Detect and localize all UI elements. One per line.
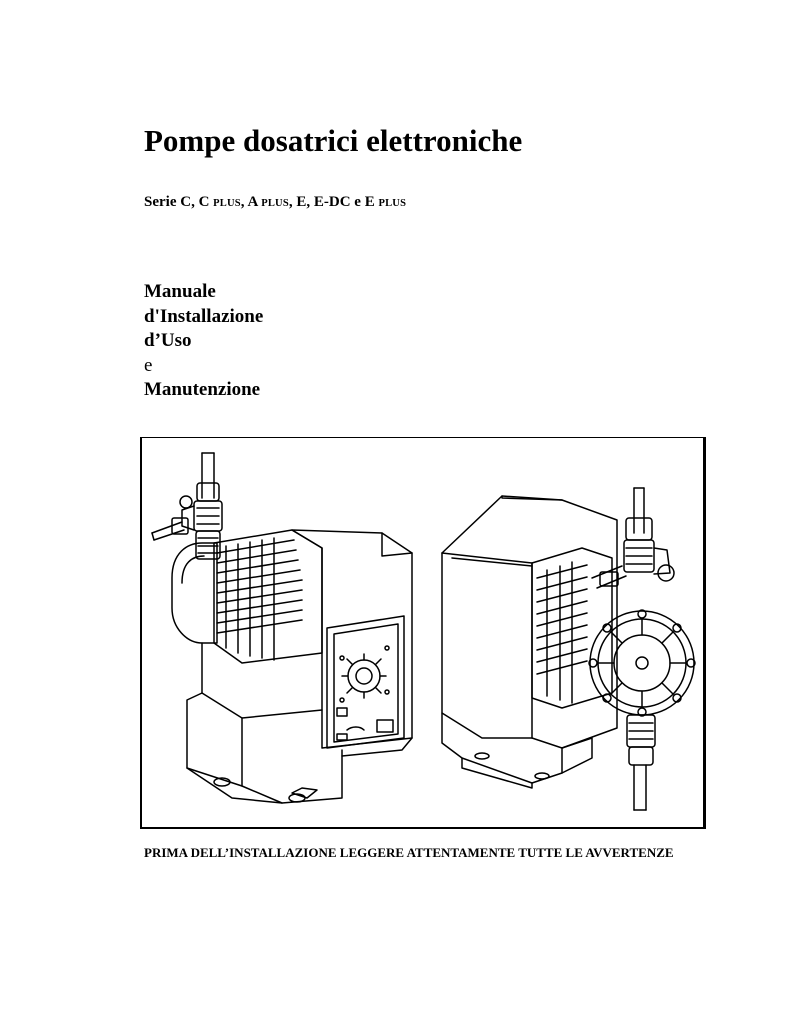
series-text-1: Serie C, C: [144, 194, 214, 210]
manual-heading: [144, 280, 263, 403]
series-plus-1: PLUS: [213, 198, 241, 209]
series-plus-2: PLUS: [261, 198, 289, 209]
installation-warning: PRIMA DELL’INSTALLAZIONE LEGGERE ATTENTAMENTE TUTTE LE AVVERTENZE: [144, 845, 674, 860]
series-text-3: , E, E-DC e E: [288, 194, 379, 210]
page-title: Pompe dosatrici elettroniche: [144, 123, 523, 158]
series-plus-3: PLUS: [378, 198, 407, 209]
manual-line-3: d’Uso: [144, 330, 192, 351]
manual-line-2: d'Installazione: [144, 305, 264, 327]
series-text-2: , A: [240, 194, 262, 210]
right-pump-drawing: [442, 488, 695, 810]
manual-line-1: Manuale: [144, 281, 216, 302]
pump-illustration-frame: [140, 437, 706, 829]
left-pump-drawing: [152, 453, 412, 803]
pump-illustration: [142, 438, 703, 827]
series-subtitle: [144, 192, 406, 214]
manual-line-5: Manutenzione: [144, 379, 261, 400]
manual-line-4: e: [144, 354, 153, 376]
